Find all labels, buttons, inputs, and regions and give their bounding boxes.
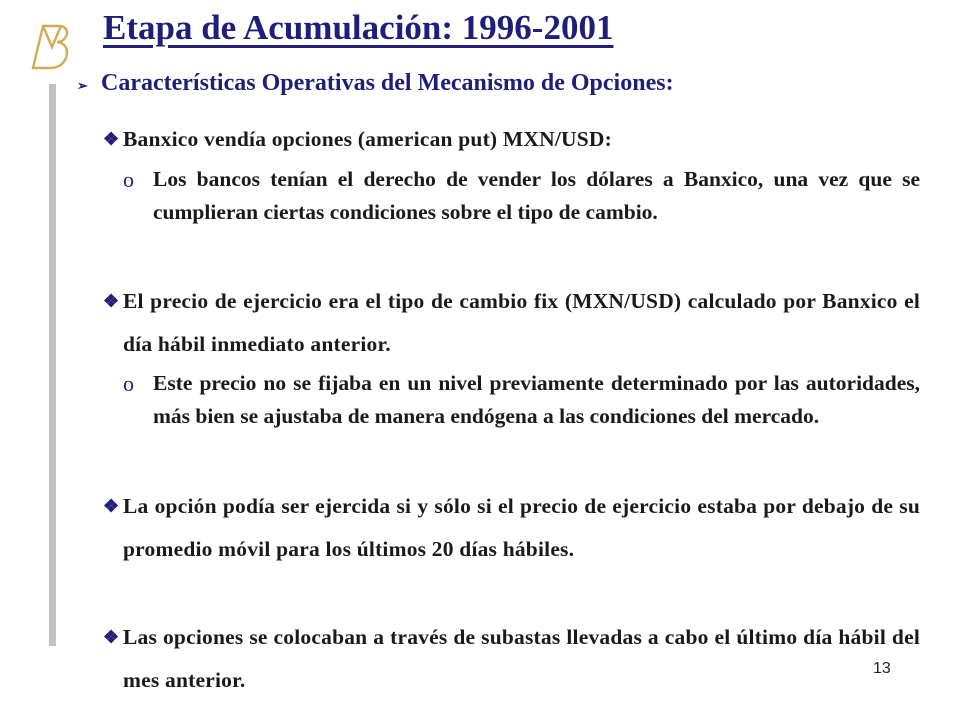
bullet-item bbox=[103, 616, 920, 702]
sub-bullet-item bbox=[123, 163, 920, 229]
bullet-text: El precio de ejercicio era el tipo de cambio fix (MXN/USD) calculado por Banxico el día hábil inmediato anterior. bbox=[123, 289, 920, 356]
circle-bullet-icon: o bbox=[123, 371, 134, 396]
circle-bullet-icon: o bbox=[123, 167, 134, 192]
sub-bullet-item bbox=[123, 367, 920, 433]
arrow-bullet-icon: ➢ bbox=[77, 78, 88, 93]
slide-title: Etapa de Acumulación: 1996-2001 bbox=[103, 8, 614, 47]
sub-bullet-text: Los bancos tenían el derecho de vender los dólares a Banxico, una vez que se cumplieran ciertas condiciones sobre el tipo de cambio. bbox=[153, 167, 920, 224]
sidebar-accent-bar bbox=[49, 84, 56, 646]
diamond-bullet-icon: ❖ bbox=[103, 627, 120, 647]
page-number: 13 bbox=[873, 660, 891, 677]
bullet-item bbox=[103, 280, 920, 366]
banxico-logo-icon bbox=[30, 20, 74, 70]
sub-bullet-text: Este precio no se fijaba en un nivel previamente determinado por las autoridades, más bien se ajustaba de manera endógena a las condiciones del mercado. bbox=[153, 371, 920, 428]
bullet-text: Las opciones se colocaban a través de subastas llevadas a cabo el último día hábil del mes anterior. bbox=[123, 625, 920, 692]
bullet-item bbox=[103, 485, 920, 571]
diamond-bullet-icon: ❖ bbox=[103, 496, 120, 516]
bullet-text: Banxico vendía opciones (american put) MXN/USD: bbox=[123, 127, 612, 151]
section-heading bbox=[77, 70, 907, 97]
section-heading-text: Características Operativas del Mecanismo de Opciones: bbox=[101, 70, 674, 96]
diamond-bullet-icon: ❖ bbox=[103, 129, 120, 149]
bullet-item bbox=[103, 122, 920, 156]
bullet-text: La opción podía ser ejercida si y sólo si el precio de ejercicio estaba por debajo de su promedio móvil para los últimos 20 días hábiles. bbox=[123, 494, 920, 561]
diamond-bullet-icon: ❖ bbox=[103, 291, 120, 311]
